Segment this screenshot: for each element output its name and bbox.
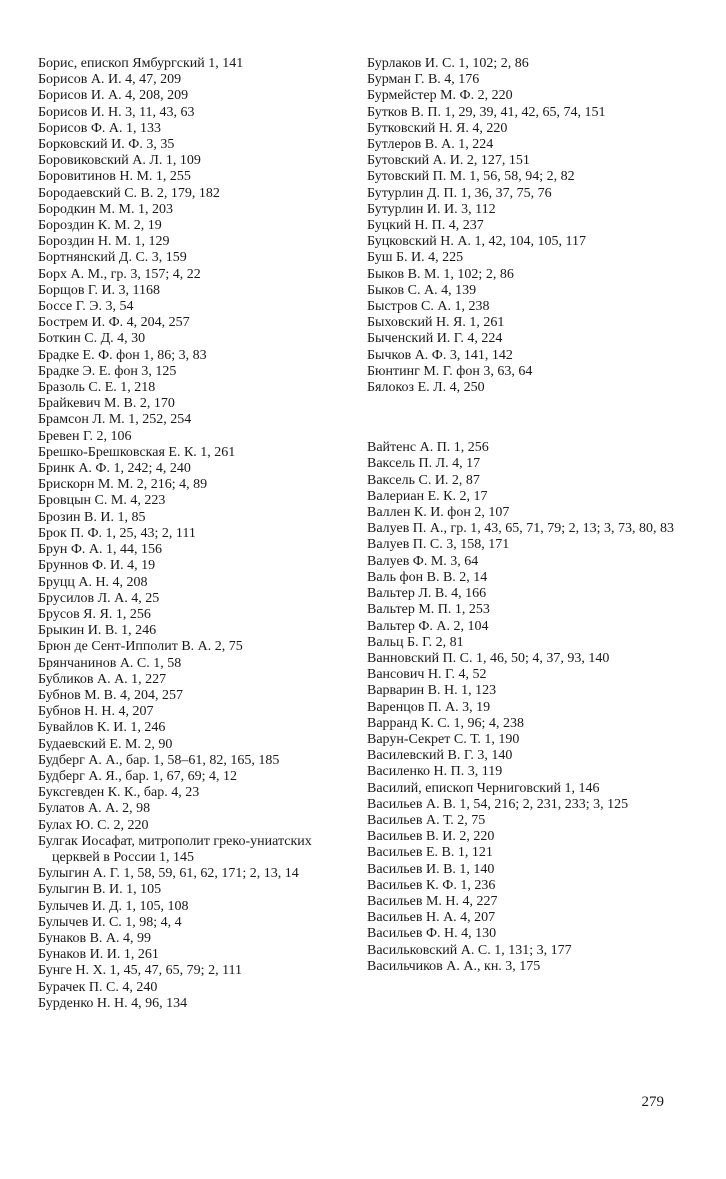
index-entry: Вальц Б. Г. 2, 81 <box>367 634 464 650</box>
index-entry: Бубнов М. В. 4, 204, 257 <box>38 687 184 703</box>
index-entry: Борковский И. Ф. 3, 35 <box>38 137 175 153</box>
index-entry: Брок П. Ф. 1, 25, 43; 2, 111 <box>38 525 196 541</box>
index-entry: Васильев А. В. 1, 54, 216; 2, 231, 233; 3, 125 <box>367 796 629 812</box>
index-entry: Бутков В. П. 1, 29, 39, 41, 42, 65, 74, 151 <box>367 104 606 120</box>
index-column-left <box>38 56 353 1012</box>
index-entry: Вальтер Л. В. 4, 166 <box>367 586 487 602</box>
index-entry: Боткин С. Д. 4, 30 <box>38 331 146 347</box>
index-entry: Вансович Н. Г. 4, 52 <box>367 667 487 683</box>
index-entry: Бялокоз Е. Л. 4, 250 <box>367 380 485 396</box>
index-entry: Брянчанинов А. С. 1, 58 <box>38 655 182 671</box>
index-entry: Васильев Е. В. 1, 121 <box>367 845 493 861</box>
index-entry: Бруннов Ф. И. 4, 19 <box>38 558 156 574</box>
index-entry: Брозин В. И. 1, 85 <box>38 509 146 525</box>
index-entry: Борисов И. А. 4, 208, 209 <box>38 88 189 104</box>
index-entry: Брун Ф. А. 1, 44, 156 <box>38 542 163 558</box>
index-entry: Булгак Иосафат, митрополит греко-униатских церквей в России 1, 145 <box>38 833 312 865</box>
index-entry: Валуев П. А., гр. 1, 43, 65, 71, 79; 2, 13; 3, 73, 80, 83 <box>367 521 675 537</box>
index-entry: Булычев И. Д. 1, 105, 108 <box>38 898 189 914</box>
index-entry: Василенко Н. П. 3, 119 <box>367 764 503 780</box>
index-entry: Брискорн М. М. 2, 216; 4, 89 <box>38 477 208 493</box>
index-entry: Васильев А. Т. 2, 75 <box>367 812 486 828</box>
index-entry: Вальтер М. П. 1, 253 <box>367 602 490 618</box>
index-entry: Брюн де Сент-Ипполит В. А. 2, 75 <box>38 639 243 655</box>
index-entry: Бревен Г. 2, 106 <box>38 428 132 444</box>
index-entry: Васильев Н. А. 4, 207 <box>367 910 496 926</box>
index-entry: Быстров С. А. 1, 238 <box>367 299 490 315</box>
index-entry: Валуев П. С. 3, 158, 171 <box>367 537 510 553</box>
index-entry: Буцковский Н. А. 1, 42, 104, 105, 117 <box>367 234 587 250</box>
index-entry: Бубликов А. А. 1, 227 <box>38 671 167 687</box>
index-entry: Бубнов Н. Н. 4, 207 <box>38 704 154 720</box>
index-entry: Борх А. М., гр. 3, 157; 4, 22 <box>38 266 201 282</box>
index-entry: Бринк А. Ф. 1, 242; 4, 240 <box>38 461 191 477</box>
index-entry: Брамсон Л. М. 1, 252, 254 <box>38 412 192 428</box>
index-entry: Борис, епископ Ямбургский 1, 141 <box>38 56 244 71</box>
index-entry: Вальтер Ф. А. 2, 104 <box>367 618 489 634</box>
index-entry: Буцкий Н. П. 4, 237 <box>367 218 484 234</box>
index-entry: Брадке Е. Ф. фон 1, 86; 3, 83 <box>38 347 207 363</box>
index-entry: Васильев М. Н. 4, 227 <box>367 893 498 909</box>
index-entry: Булыгин В. И. 1, 105 <box>38 882 162 898</box>
index-entry: Брайкевич М. В. 2, 170 <box>38 396 175 412</box>
index-entry: Варранд К. С. 1, 96; 4, 238 <box>367 715 524 731</box>
index-entry: Бурман Г. В. 4, 176 <box>367 72 480 88</box>
index-entry: Васильев Ф. Н. 4, 130 <box>367 926 497 942</box>
index-entry: Бувайлов К. И. 1, 246 <box>38 720 166 736</box>
index-entry: Бычков А. Ф. 3, 141, 142 <box>367 347 513 363</box>
index-entry: Бруцц А. Н. 4, 208 <box>38 574 148 590</box>
index-entry: Бунге Н. Х. 1, 45, 47, 65, 79; 2, 111 <box>38 963 243 979</box>
index-entry: Ванновский П. С. 1, 46, 50; 4, 37, 93, 140 <box>367 650 610 666</box>
index-entry: Васильковский А. С. 1, 131; 3, 177 <box>367 942 572 958</box>
index-entry: Бутурлин Д. П. 1, 36, 37, 75, 76 <box>367 185 552 201</box>
index-entry: Бортнянский Д. С. 3, 159 <box>38 250 187 266</box>
index-entry: Брешко-Брешковская Е. К. 1, 261 <box>38 444 236 460</box>
index-entry: Бутлеров В. А. 1, 224 <box>367 137 494 153</box>
index-entry: Брадке Э. Е. фон 3, 125 <box>38 363 177 379</box>
index-entry: Варварин В. Н. 1, 123 <box>367 683 497 699</box>
index-entry: Быченский И. Г. 4, 224 <box>367 331 503 347</box>
index-entry: Будберг А. Я., бар. 1, 67, 69; 4, 12 <box>38 768 238 784</box>
index-entry: Бразоль С. Е. 1, 218 <box>38 380 156 396</box>
index-entry: Валуев Ф. М. 3, 64 <box>367 553 479 569</box>
index-entry: Васильев К. Ф. 1, 236 <box>367 877 496 893</box>
index-entry: Брусилов Л. А. 4, 25 <box>38 590 160 606</box>
index-entry: Василий, епископ Черниговский 1, 146 <box>367 780 600 796</box>
index-entry: Борисов И. Н. 3, 11, 43, 63 <box>38 104 195 120</box>
index-entry: Бровцын С. М. 4, 223 <box>38 493 166 509</box>
index-section-b <box>367 56 687 396</box>
index-entry: Валь фон В. В. 2, 14 <box>367 569 488 585</box>
index-entry: Бутовский П. М. 1, 56, 58, 94; 2, 82 <box>367 169 575 185</box>
index-entry: Бородаевский С. В. 2, 179, 182 <box>38 185 220 201</box>
index-entry: Боровитинов Н. М. 1, 255 <box>38 169 191 185</box>
index-entry: Будберг А. А., бар. 1, 58–61, 82, 165, 185 <box>38 752 280 768</box>
index-column-right <box>367 56 687 975</box>
index-entry: Валлен К. И. фон 2, 107 <box>367 505 510 521</box>
index-entry: Васильев И. В. 1, 140 <box>367 861 495 877</box>
index-entry: Быков С. А. 4, 139 <box>367 282 477 298</box>
index-entry: Васильчиков А. А., кн. 3, 175 <box>367 958 541 974</box>
index-entry: Василевский В. Г. 3, 140 <box>367 748 513 764</box>
index-entry: Бюнтинг М. Г. фон 3, 63, 64 <box>367 363 533 379</box>
index-entry: Бострем И. Ф. 4, 204, 257 <box>38 315 190 331</box>
index-entry: Бурачек П. С. 4, 240 <box>38 979 158 995</box>
index-entry: Бурлаков И. С. 1, 102; 2, 86 <box>367 56 529 71</box>
index-entry: Бороздин Н. М. 1, 129 <box>38 234 170 250</box>
index-entry: Борисов А. И. 4, 47, 209 <box>38 72 182 88</box>
index-entry: Ваксель П. Л. 4, 17 <box>367 456 481 472</box>
index-entry: Булатов А. А. 2, 98 <box>38 801 151 817</box>
index-entry: Васильев В. И. 2, 220 <box>367 829 495 845</box>
index-entry: Бунаков И. И. 1, 261 <box>38 947 159 963</box>
index-entry: Борщов Г. И. 3, 1168 <box>38 282 161 298</box>
index-entry: Быховский Н. Я. 1, 261 <box>367 315 505 331</box>
index-entry: Варенцов П. А. 3, 19 <box>367 699 491 715</box>
index-entry: Быков В. М. 1, 102; 2, 86 <box>367 266 514 282</box>
index-entry: Булах Ю. С. 2, 220 <box>38 817 149 833</box>
index-entry: Варун-Секрет С. Т. 1, 190 <box>367 731 520 747</box>
index-entry: Будаевский Е. М. 2, 90 <box>38 736 173 752</box>
index-entry: Бутковский Н. Я. 4, 220 <box>367 120 508 136</box>
index-entry: Ваксель С. И. 2, 87 <box>367 472 480 488</box>
index-entry: Брыкин И. В. 1, 246 <box>38 623 157 639</box>
index-entry: Бурмейстер М. Ф. 2, 220 <box>367 88 513 104</box>
index-entry: Борисов Ф. А. 1, 133 <box>38 120 162 136</box>
index-entry: Бунаков В. А. 4, 99 <box>38 930 152 946</box>
index-entry: Вайтенс А. П. 1, 256 <box>367 440 489 456</box>
index-entry: Бутурлин И. И. 3, 112 <box>367 201 496 217</box>
index-entry: Бутовский А. И. 2, 127, 151 <box>367 153 530 169</box>
section-gap <box>367 396 687 440</box>
index-entry: Булычев И. С. 1, 98; 4, 4 <box>38 914 182 930</box>
index-entry: Брусов Я. Я. 1, 256 <box>38 606 151 622</box>
index-entry: Боровиковский А. Л. 1, 109 <box>38 153 201 169</box>
index-entry: Булыгин А. Г. 1, 58, 59, 61, 62, 171; 2, 13, 14 <box>38 866 299 882</box>
index-entry: Бороздин К. М. 2, 19 <box>38 218 162 234</box>
index-entry: Валериан Е. К. 2, 17 <box>367 488 488 504</box>
index-entry: Боссе Г. Э. 3, 54 <box>38 299 134 315</box>
index-entry: Буш Б. И. 4, 225 <box>367 250 464 266</box>
index-entry: Буксгевден К. К., бар. 4, 23 <box>38 785 200 801</box>
page-number: 279 <box>641 1094 664 1110</box>
index-entry: Бурденко Н. Н. 4, 96, 134 <box>38 995 188 1011</box>
index-section-v <box>367 440 687 975</box>
index-entry: Бородкин М. М. 1, 203 <box>38 201 173 217</box>
